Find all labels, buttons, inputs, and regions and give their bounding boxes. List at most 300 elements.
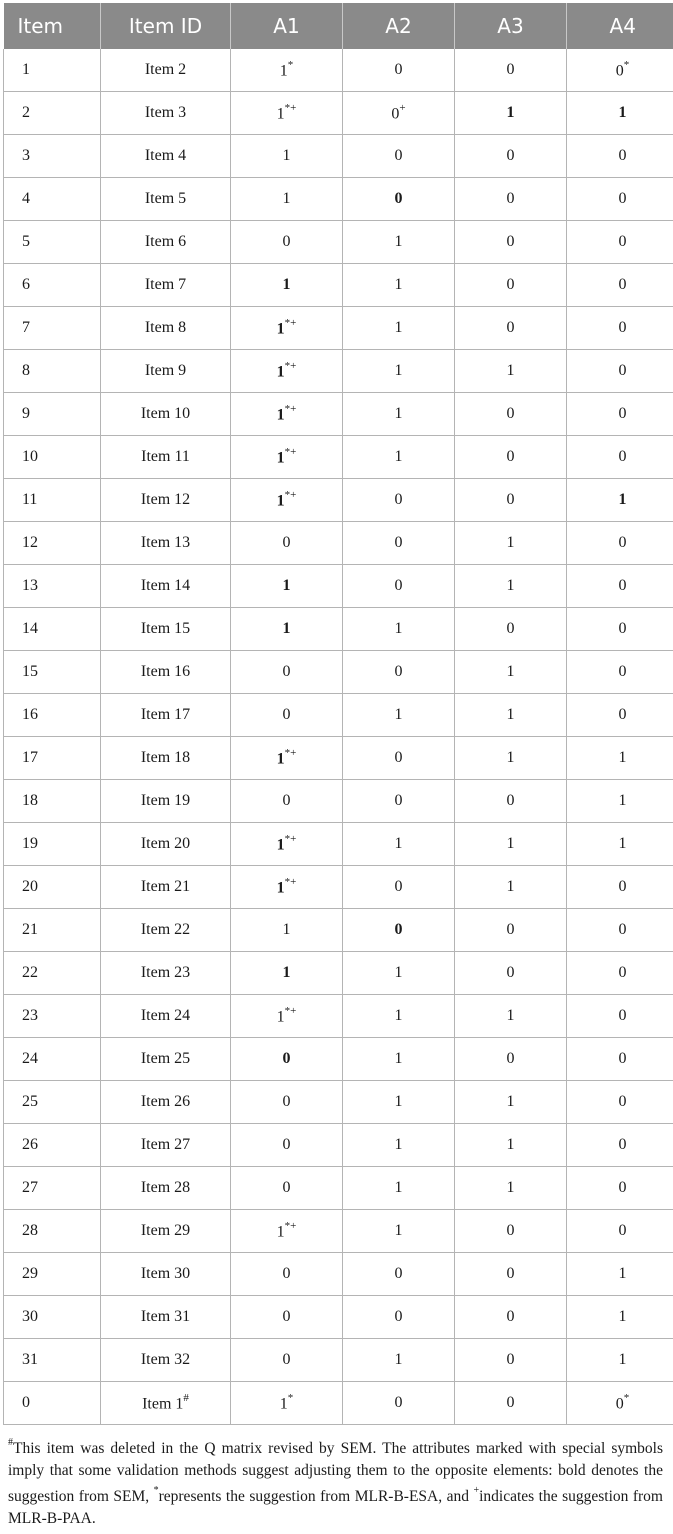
cell-item-id (101, 866, 231, 909)
a3-value: 0 (506, 276, 515, 293)
cell-a3 (455, 780, 567, 823)
cell-a2 (343, 694, 455, 737)
cell-item: 30 (4, 1296, 101, 1339)
a2-value: 1 (394, 1007, 403, 1024)
cell-item: 4 (4, 178, 101, 221)
cell-a1 (231, 1124, 343, 1167)
a3-value: 0 (506, 620, 515, 637)
a1-value: 1 (282, 276, 291, 293)
a2-value: 1 (394, 405, 403, 422)
item-id-text: Item 15 (140, 620, 191, 637)
cell-a4 (567, 866, 673, 909)
table-row (4, 1253, 673, 1296)
a3-value: 1 (506, 749, 515, 766)
cell-a2 (343, 866, 455, 909)
table-row (4, 1339, 673, 1382)
cell-a1 (231, 952, 343, 995)
a2-value: 1 (394, 362, 403, 379)
cell-a1 (231, 866, 343, 909)
cell-a1 (231, 1167, 343, 1210)
table-row (4, 1210, 673, 1253)
a2-value: 1 (394, 964, 403, 981)
item-id-text: Item 23 (140, 964, 191, 981)
item-id-text: Item 8 (144, 319, 187, 336)
cell-item: 13 (4, 565, 101, 608)
item-id-text: Item 32 (140, 1351, 191, 1368)
cell-item: 8 (4, 350, 101, 393)
a3-value: 0 (506, 61, 515, 78)
cell-a4 (567, 1382, 673, 1425)
item-id-text: Item 2 (144, 61, 187, 78)
cell-a3 (455, 307, 567, 350)
item-id-text: Item 5 (144, 190, 187, 207)
item-id-text: Item 22 (140, 921, 191, 938)
table-row (4, 823, 673, 866)
cell-a2 (343, 221, 455, 264)
a3-value: 1 (506, 362, 515, 379)
cell-a3 (455, 737, 567, 780)
item-id-text: Item 24 (140, 1007, 191, 1024)
cell-a2 (343, 1210, 455, 1253)
header-a4: A4 (567, 3, 673, 49)
a3-value: 1 (506, 577, 515, 594)
table-row (4, 780, 673, 823)
a4-value: 0 (615, 62, 624, 80)
cell-a2 (343, 92, 455, 135)
item-id-text: Item 30 (140, 1265, 191, 1282)
a3-value: 0 (506, 405, 515, 422)
cell-item-id (101, 737, 231, 780)
a3-value: 0 (506, 1222, 515, 1239)
table-row (4, 1296, 673, 1339)
cell-a4 (567, 522, 673, 565)
a2-value: 1 (394, 835, 403, 852)
cell-a1 (231, 264, 343, 307)
cell-a4 (567, 1296, 673, 1339)
cell-a3 (455, 823, 567, 866)
a1-value: 1 (276, 1008, 285, 1026)
cell-item-id (101, 1038, 231, 1081)
a3-value: 0 (506, 491, 515, 508)
cell-item-id (101, 1339, 231, 1382)
a4-value: 0 (618, 1007, 627, 1024)
header-a1: A1 (231, 3, 343, 49)
a2-value: 0 (394, 534, 403, 551)
cell-a2 (343, 178, 455, 221)
a1-suggestion-mark: *+ (284, 488, 297, 501)
cell-item: 9 (4, 393, 101, 436)
a4-value: 0 (618, 1222, 627, 1239)
cell-a1 (231, 49, 343, 92)
item-id-text: Item 28 (140, 1179, 191, 1196)
item-id-text: Item 19 (140, 792, 191, 809)
cell-a3 (455, 608, 567, 651)
a2-value: 0 (394, 1265, 403, 1282)
item-id-text: Item 4 (144, 147, 187, 164)
cell-item-id (101, 909, 231, 952)
cell-a1 (231, 565, 343, 608)
a1-value: 1 (279, 62, 288, 80)
cell-item-id (101, 565, 231, 608)
header-item: Item (4, 3, 101, 49)
cell-item-id (101, 1081, 231, 1124)
table-row (4, 264, 673, 307)
item-id-text: Item 9 (144, 362, 187, 379)
item-id-text: Item 7 (144, 276, 187, 293)
a1-value: 1 (276, 105, 285, 123)
a2-value: 1 (394, 1179, 403, 1196)
cell-a4 (567, 1038, 673, 1081)
a4-value: 0 (618, 878, 627, 895)
item-id-text: Item 13 (140, 534, 191, 551)
table-row (4, 1038, 673, 1081)
a3-value: 0 (506, 1265, 515, 1282)
cell-a1 (231, 1210, 343, 1253)
cell-item-id (101, 350, 231, 393)
cell-a3 (455, 135, 567, 178)
a2-value: 0 (394, 663, 403, 680)
footnote-text-2: represents the suggestion from MLR-B-ESA, and (158, 1488, 474, 1506)
a3-value: 0 (506, 964, 515, 981)
cell-item: 15 (4, 651, 101, 694)
cell-a4 (567, 565, 673, 608)
a4-value: 0 (618, 405, 627, 422)
a4-value: 0 (618, 534, 627, 551)
cell-a1 (231, 737, 343, 780)
a3-value: 0 (506, 921, 515, 938)
a1-suggestion-mark: *+ (284, 101, 297, 114)
a2-value: 0 (394, 921, 403, 938)
a1-value: 0 (282, 1308, 291, 1325)
table-row (4, 350, 673, 393)
cell-a4 (567, 1081, 673, 1124)
cell-item: 23 (4, 995, 101, 1038)
table-row (4, 952, 673, 995)
cell-a2 (343, 350, 455, 393)
a3-value: 0 (506, 448, 515, 465)
a3-value: 1 (506, 1136, 515, 1153)
cell-a2 (343, 264, 455, 307)
cell-a3 (455, 651, 567, 694)
cell-a3 (455, 221, 567, 264)
a2-value: 0 (394, 1394, 403, 1411)
cell-a2 (343, 135, 455, 178)
cell-item: 22 (4, 952, 101, 995)
a3-value: 0 (506, 792, 515, 809)
cell-item-id (101, 221, 231, 264)
cell-item: 6 (4, 264, 101, 307)
cell-a3 (455, 264, 567, 307)
cell-item: 3 (4, 135, 101, 178)
a2-value: 0 (394, 61, 403, 78)
a4-value: 0 (618, 233, 627, 250)
cell-a4 (567, 1124, 673, 1167)
table-row (4, 651, 673, 694)
cell-a3 (455, 1253, 567, 1296)
a4-value: 0 (618, 1050, 627, 1067)
a4-value: 0 (618, 577, 627, 594)
a4-value: 0 (618, 190, 627, 207)
a1-value: 1 (282, 620, 291, 637)
cell-a4 (567, 393, 673, 436)
cell-a2 (343, 1339, 455, 1382)
cell-a3 (455, 866, 567, 909)
cell-a4 (567, 823, 673, 866)
cell-a2 (343, 995, 455, 1038)
a1-value: 1 (276, 750, 285, 768)
a1-value: 0 (282, 233, 291, 250)
cell-a2 (343, 49, 455, 92)
a3-value: 1 (506, 706, 515, 723)
cell-item: 1 (4, 49, 101, 92)
cell-a4 (567, 135, 673, 178)
a2-value: 0 (394, 491, 403, 508)
a2-value: 1 (394, 233, 403, 250)
cell-a1 (231, 178, 343, 221)
cell-a2 (343, 1382, 455, 1425)
cell-item-id (101, 1253, 231, 1296)
a3-value: 1 (506, 878, 515, 895)
a4-value: 1 (618, 835, 627, 852)
cell-a2 (343, 952, 455, 995)
a4-value: 0 (618, 1179, 627, 1196)
cell-item: 0 (4, 1382, 101, 1425)
footnote-text-1: This item was deleted in the Q matrix revised by SEM. The attributes marked with special symbols imply that some validation methods suggest adjusting them to the opposite elements: bold denotes the suggestion from SEM, (8, 1440, 663, 1506)
a1-suggestion-mark: *+ (284, 875, 297, 888)
table-row (4, 1081, 673, 1124)
a3-value: 0 (506, 1351, 515, 1368)
cell-a1 (231, 1081, 343, 1124)
cell-a1 (231, 221, 343, 264)
cell-item-id (101, 1382, 231, 1425)
cell-item-id (101, 608, 231, 651)
table-row (4, 522, 673, 565)
cell-item: 2 (4, 92, 101, 135)
item-id-text: Item 29 (140, 1222, 191, 1239)
cell-item-id (101, 135, 231, 178)
item-id-text: Item 26 (140, 1093, 191, 1110)
a4-value: 0 (615, 1395, 624, 1413)
cell-a1 (231, 1038, 343, 1081)
cell-a1 (231, 823, 343, 866)
cell-a1 (231, 1382, 343, 1425)
table-row (4, 393, 673, 436)
a3-value: 0 (506, 319, 515, 336)
cell-a2 (343, 1167, 455, 1210)
a4-value: 0 (618, 964, 627, 981)
table-row (4, 737, 673, 780)
cell-item-id (101, 1124, 231, 1167)
cell-a4 (567, 1210, 673, 1253)
a1-value: 1 (276, 320, 285, 338)
cell-item-id (101, 178, 231, 221)
cell-a4 (567, 694, 673, 737)
header-a2: A2 (343, 3, 455, 49)
cell-a2 (343, 522, 455, 565)
cell-item: 27 (4, 1167, 101, 1210)
item-id-text: Item 12 (140, 491, 191, 508)
item-id-text: Item 11 (141, 448, 190, 465)
q-matrix-table (3, 3, 673, 1425)
a1-value: 1 (276, 406, 285, 424)
cell-item-id (101, 1167, 231, 1210)
cell-a4 (567, 178, 673, 221)
a1-value: 0 (282, 1093, 291, 1110)
cell-item-id (101, 393, 231, 436)
a3-value: 1 (506, 534, 515, 551)
cell-item: 26 (4, 1124, 101, 1167)
a1-value: 0 (282, 534, 291, 551)
a1-value: 1 (282, 964, 291, 981)
a4-value: 1 (618, 749, 627, 766)
item-id-text: Item 21 (140, 878, 191, 895)
a1-value: 1 (282, 921, 291, 938)
cell-a3 (455, 1167, 567, 1210)
a2-value: 1 (394, 706, 403, 723)
cell-item: 5 (4, 221, 101, 264)
cell-item: 18 (4, 780, 101, 823)
cell-a2 (343, 651, 455, 694)
a3-value: 0 (506, 1394, 515, 1411)
header-item-id: Item ID (101, 3, 231, 49)
footnote-text-3: indicates the suggestion from MLR-B-PAA. (8, 1488, 663, 1528)
a2-value: 1 (394, 1050, 403, 1067)
cell-a4 (567, 479, 673, 522)
cell-a4 (567, 307, 673, 350)
a2-value: 0 (394, 190, 403, 207)
table-row (4, 479, 673, 522)
cell-item-id (101, 952, 231, 995)
a1-value: 1 (276, 879, 285, 897)
a2-value: 1 (394, 276, 403, 293)
cell-a4 (567, 608, 673, 651)
cell-a1 (231, 651, 343, 694)
cell-item-id (101, 1210, 231, 1253)
table-row (4, 1124, 673, 1167)
a1-value: 0 (282, 1179, 291, 1196)
cell-a3 (455, 952, 567, 995)
a2-value: 0 (394, 792, 403, 809)
cell-a4 (567, 995, 673, 1038)
a3-value: 0 (506, 190, 515, 207)
a2-suggestion-mark: + (399, 101, 406, 114)
cell-a2 (343, 436, 455, 479)
a1-value: 1 (276, 836, 285, 854)
cell-item-id (101, 823, 231, 866)
cell-a1 (231, 307, 343, 350)
cell-a2 (343, 780, 455, 823)
cell-item-id (101, 307, 231, 350)
a1-value: 0 (282, 1265, 291, 1282)
cell-item-id (101, 651, 231, 694)
a4-value: 0 (618, 663, 627, 680)
table-footnote (8, 1434, 663, 1530)
a3-value: 1 (506, 835, 515, 852)
table-header-row (4, 3, 673, 49)
cell-a3 (455, 909, 567, 952)
cell-a1 (231, 608, 343, 651)
cell-a4 (567, 952, 673, 995)
cell-a3 (455, 1124, 567, 1167)
a3-value: 1 (506, 1093, 515, 1110)
cell-a1 (231, 995, 343, 1038)
cell-a4 (567, 49, 673, 92)
cell-item-id (101, 479, 231, 522)
footnote-star-mark: * (153, 1485, 159, 1497)
table-row (4, 909, 673, 952)
table-row (4, 49, 673, 92)
cell-a3 (455, 522, 567, 565)
item-id-text: Item 18 (140, 749, 191, 766)
cell-item: 7 (4, 307, 101, 350)
cell-item: 31 (4, 1339, 101, 1382)
a4-value: 1 (618, 1308, 627, 1325)
cell-item: 28 (4, 1210, 101, 1253)
a2-value: 1 (394, 1093, 403, 1110)
cell-a3 (455, 1339, 567, 1382)
cell-a3 (455, 350, 567, 393)
cell-a1 (231, 350, 343, 393)
cell-a1 (231, 1296, 343, 1339)
item-id-text: Item 1 (142, 1395, 184, 1413)
a2-value: 0 (394, 749, 403, 766)
a1-value: 0 (282, 1351, 291, 1368)
a4-value: 0 (618, 706, 627, 723)
cell-a4 (567, 264, 673, 307)
cell-item: 12 (4, 522, 101, 565)
item-id-text: Item 27 (140, 1136, 191, 1153)
a1-value: 0 (282, 1050, 291, 1067)
cell-a1 (231, 479, 343, 522)
a2-value: 1 (394, 1222, 403, 1239)
header-a3: A3 (455, 3, 567, 49)
a3-value: 1 (506, 1007, 515, 1024)
cell-a2 (343, 565, 455, 608)
table-row (4, 135, 673, 178)
a4-value: 1 (618, 1265, 627, 1282)
item-id-text: Item 16 (140, 663, 191, 680)
table-row (4, 307, 673, 350)
cell-a4 (567, 1253, 673, 1296)
cell-item: 10 (4, 436, 101, 479)
a1-suggestion-mark: *+ (284, 359, 297, 372)
table-row (4, 608, 673, 651)
a4-value: 0 (618, 147, 627, 164)
cell-item-id (101, 264, 231, 307)
a1-value: 1 (282, 577, 291, 594)
cell-a3 (455, 565, 567, 608)
cell-item: 21 (4, 909, 101, 952)
cell-item-id (101, 92, 231, 135)
cell-a3 (455, 92, 567, 135)
cell-a1 (231, 393, 343, 436)
a4-value: 1 (618, 491, 627, 508)
cell-a4 (567, 780, 673, 823)
item-id-text: Item 17 (140, 706, 191, 723)
a2-value: 1 (394, 319, 403, 336)
cell-item: 11 (4, 479, 101, 522)
table-row (4, 178, 673, 221)
cell-a3 (455, 1296, 567, 1339)
a2-value: 0 (394, 147, 403, 164)
a4-value: 0 (618, 319, 627, 336)
a1-value: 1 (279, 1395, 288, 1413)
cell-a1 (231, 694, 343, 737)
cell-a3 (455, 1382, 567, 1425)
cell-a4 (567, 1339, 673, 1382)
a1-value: 0 (282, 1136, 291, 1153)
cell-a2 (343, 307, 455, 350)
